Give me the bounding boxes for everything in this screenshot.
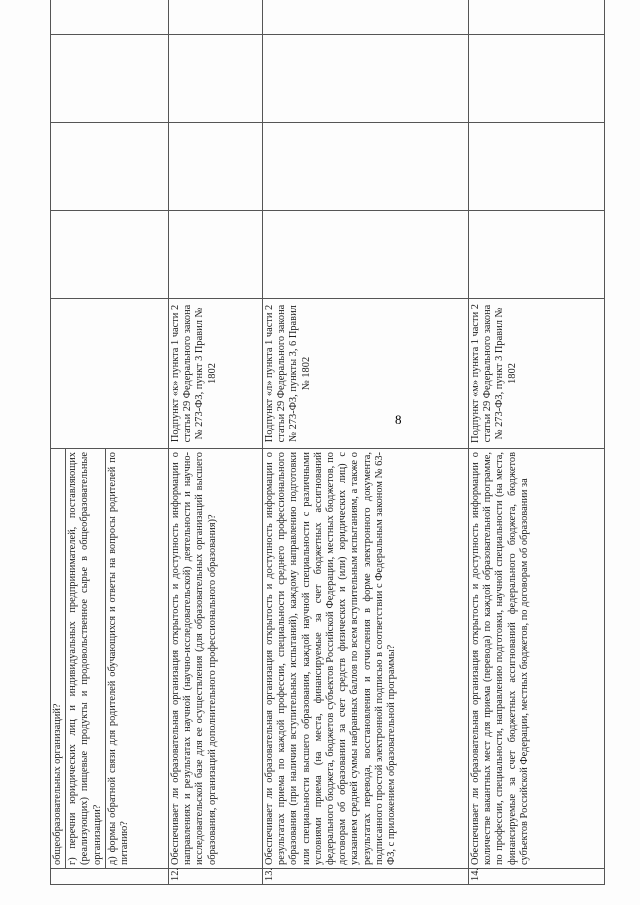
question-text: Обеспечивает ли образовательная организация открытость и доступность информации о направлениях и результатах научной (научно-исследовательской) деятельности и научно-исследовательской базе для ее осуществления (для образовательных организаций высшего образования, организаций дополнительного профессионального образования)? xyxy=(170,452,218,865)
row-number: 12. xyxy=(169,869,263,885)
question-cell xyxy=(51,449,169,869)
table-row xyxy=(169,0,263,885)
empty-cell xyxy=(469,123,605,211)
rotated-content xyxy=(50,35,620,885)
checklist-table xyxy=(50,0,605,885)
empty-cell xyxy=(51,0,169,35)
question-text: Обеспечивает ли образовательная организация открытость и доступность информации о результатах приема по каждой профессии, специальности среднего профессионального образования (при наличии вступительных испытаний), каждому направлению подготовки или специальности высшего образования, каждой научной специальности с различными условиями приема (на места, финансируемые за счет бюджетных ассигнований федерального бюджета, бюджетов субъектов Российской Федерации, местных бюджетов, по договорам об образовании за счет средств физических и (или) юридических лиц) с указанием средней суммы набранных баллов по всем вступительным испытаниям, а также о результатах перевода, восстановления и отчисления в форме электронного документа, подписанного простой электронной подписью в соответствии с Федеральным законом № 63-ФЗ, с приложением образовательной программы? xyxy=(264,452,398,865)
reference-cell: Подпункт «л» пункта 1 части 2 статьи 29 Федерального закона № 273-ФЗ, пункты 3, 6 Правил № 1802 xyxy=(263,299,469,449)
empty-cell xyxy=(469,211,605,299)
empty-cell xyxy=(51,123,169,211)
row-number: 13. xyxy=(263,869,469,885)
empty-cell xyxy=(51,35,169,123)
empty-cell xyxy=(169,123,263,211)
reference-cell xyxy=(51,299,169,449)
empty-cell xyxy=(263,123,469,211)
empty-cell xyxy=(169,0,263,35)
table-row xyxy=(51,0,169,885)
empty-cell xyxy=(469,35,605,123)
reference-cell: Подпункт «м» пункта 1 части 2 статьи 29 Федерального закона № 273-ФЗ, пункт 3 Правил № 1802 xyxy=(469,299,605,449)
question-cell xyxy=(469,449,605,869)
row-number: 14. xyxy=(469,869,605,885)
empty-cell xyxy=(169,211,263,299)
continuation-line: д) формы обратной связи для родителей обучающихся и ответы на вопросы родителей по питанию? xyxy=(106,452,131,865)
page-number: 8 xyxy=(395,412,402,427)
empty-cell xyxy=(469,0,605,35)
table-row xyxy=(263,0,469,885)
continuation-line: г) перечни юридических лиц и индивидуальных предпринимателей, поставляющих (реализующих) пищевые продукты и продовольственное сырье в общеобразовательные организации? xyxy=(66,449,106,868)
table-row xyxy=(469,0,605,885)
empty-cell xyxy=(263,211,469,299)
question-cell xyxy=(263,449,469,869)
empty-cell xyxy=(263,0,469,35)
question-cell xyxy=(169,449,263,869)
question-text: Обеспечивает ли образовательная организация открытость и доступность информации о количестве вакантных мест для приема (перевода) по каждой образовательной программе, по профессии, специальности, направлению подготовки, научной специальности (на места, финансируемые за счет бюджетных ассигнований федерального бюджета, бюджетов субъектов Российской Федерации, местных бюджетов, по договорам об образовании за xyxy=(470,452,530,865)
number-cell xyxy=(51,869,169,885)
empty-cell xyxy=(263,35,469,123)
reference-cell: Подпункт «к» пункта 1 части 2 статьи 29 Федерального закона № 273-ФЗ, пункт 3 Правил № 1802 xyxy=(169,299,263,449)
empty-cell xyxy=(169,35,263,123)
continuation-line: общеобразовательных организаций? xyxy=(51,449,66,868)
empty-cell xyxy=(51,211,169,299)
